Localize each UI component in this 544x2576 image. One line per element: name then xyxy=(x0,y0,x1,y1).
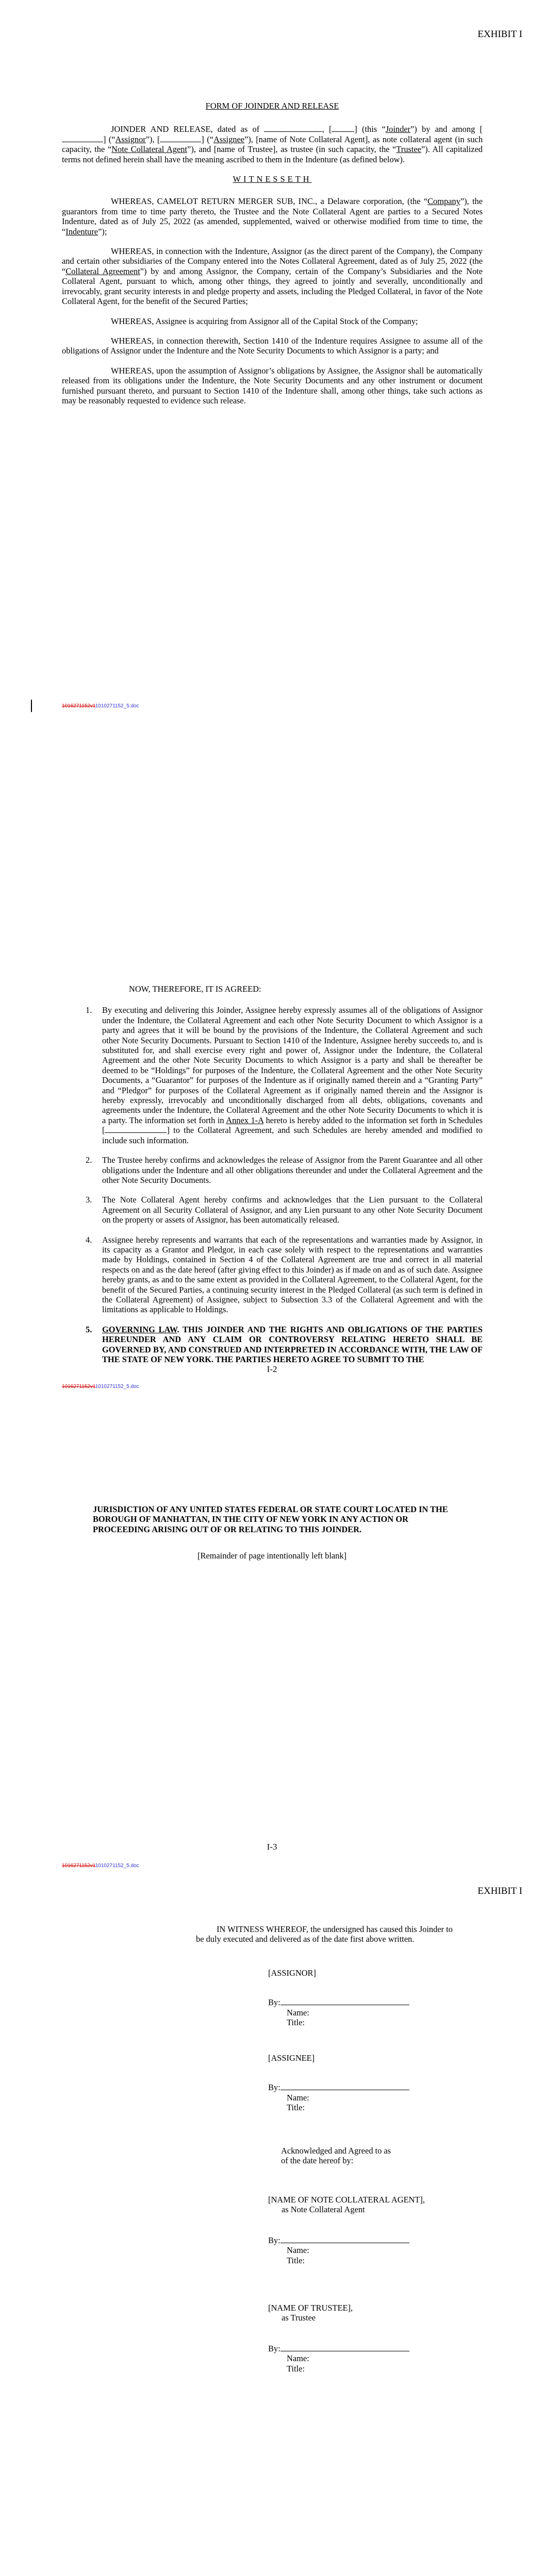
collateral-agent-title: Title: xyxy=(287,2255,305,2265)
document-reference: 1016271152v11010271152_5.doc xyxy=(62,1863,139,1869)
assignee-blank xyxy=(160,134,201,142)
jurisdiction-continuation: JURISDICTION OF ANY UNITED STATES FEDERAL OR STATE COURT LOCATED IN THE BOROUGH OF MANHATTAN, IN THE CITY OF NEW YORK IN ANY ACTION OR PROCEEDING ARISING OUT OF OR RELATING TO THIS JOINDER. xyxy=(93,1504,448,1534)
document-reference: 1016271152v11010271152_5.doc xyxy=(62,1384,139,1389)
collateral-agent-by-line: By: xyxy=(268,2235,425,2245)
item-5: 5. GOVERNING LAW. THIS JOINDER AND THE RIGHTS AND OBLIGATIONS OF THE PARTIES HEREUNDER AND ANY CLAIM OR CONTROVERSY RELATING HERETO SHALL BE GOVERNED BY, AND CONSTRUED AND INTERPRETED IN ACCORDANCE WITH, THE LAW OF THE STATE OF NEW YORK. THE PARTIES HERETO AGREE TO SUBMIT TO THE xyxy=(86,1324,483,1364)
item-4: 4. Assignee hereby represents and warrants that each of the representations and warranties made by Assignor, in its capacity as a Grantor and Pledgor, in each case solely with respect to the representations and warranties made by Holdings, contained in Section 4 of the Collateral Agreement are true and correct in all material respects on and as the date hereof (after giving effect to this Joinder) as if made on and as of such date. Assignee hereby grants, as and to the same extent as provided in the Collateral Agreement, to the Collateral Agent, for the benefit of the Secured Parties, a continuing security interest in the Pledged Collateral (as such term is defined in the Collateral Agreement) of Assignee, subject to Subsection 3.3 of the Collateral Agreement and with the limitations as applicable to Holdings. xyxy=(86,1234,483,1315)
page-2 xyxy=(0,938,544,1875)
assignor-label: [ASSIGNOR] xyxy=(268,1968,316,1978)
document-title: FORM OF JOINDER AND RELEASE xyxy=(205,101,339,111)
intro-paragraph: JOINDER AND RELEASE, dated as of , [ ] (this “Joinder”) by and among [] (“Assignor”), [ ] (“Assignee”), [name of Note Collateral Agent], as note collateral agent (in such capacity, the “Note Collateral Agent”), and [name of Trustee], as trustee (in such capacity, the “Trustee”). All capitalized terms not defined herein shall have the meaning ascribed to them in the Indenture (as defined below). xyxy=(62,124,483,164)
assignor-signature-block xyxy=(268,1968,409,2028)
collateral-agent-name: Name: xyxy=(287,2245,309,2256)
trustee-capacity: as Trustee xyxy=(282,2313,316,2323)
exhibit-label: EXHIBIT I xyxy=(477,1886,522,1896)
collateral-agent-signature-block xyxy=(268,2195,425,2265)
trustee-title: Title: xyxy=(287,2363,305,2374)
assignor-blank xyxy=(62,134,103,142)
assignee-title: Title: xyxy=(287,2103,305,2113)
agreement-items xyxy=(72,1005,483,1364)
revision-bar xyxy=(31,700,32,712)
page-2-body xyxy=(72,984,483,1374)
item-1: 1. By executing and delivering this Joinder, Assignee hereby expressly assumes all of the obligations of Assignor under the Indenture, the Collateral Agreement and each other Note Security Document to which Assignor is a party and agrees that it will be bound by the provisions of the Indenture, the Collateral Agreement and such other Note Security Documents. Pursuant to Section 1410 of the Indenture, Assignee hereby succeeds to, and is substituted for, and shall exercise every right and power of, Assignor under the Indenture, the Collateral Agreement and the other Note Security Documents to which Assignor is a party and shall be thereafter be deemed to be “Holdings” for purposes of the Indenture, the Collateral Agreement and the other Note Security Documents, a “Guarantor” for purposes of the Indenture as if originally named therein and a “Granting Party” and “Pledgor” for purposes of the Collateral Agreement as if originally named therein and the Assignor is hereby expressly, irrevocably and unconditionally discharged from all debts, obligations, covenants and agreements under the Indenture, the Collateral Agreement and the other Note Security Documents to which it is a party. The information set forth in Annex 1-A hereto is hereby added to the information set forth in Schedules [ ] to the Collateral Agreement, and such Schedules are hereby amended and modified to include such information. xyxy=(86,1005,483,1145)
whereas-3: WHEREAS, Assignee is acquiring from Assignor all of the Capital Stock of the Company; xyxy=(111,316,418,326)
acknowledgement xyxy=(281,2146,391,2166)
ack-line-2: of the date hereof by: xyxy=(281,2156,354,2166)
document-reference: 1016271152v11010271152_5.doc xyxy=(62,703,139,709)
item-3: 3. The Note Collateral Agent hereby confirms and acknowledges that the Lien pursuant to the Collateral Agreement on all Security Collateral of Assignor, and any Lien pursuant to any other Note Security Document on the property or assets of Assignor, has been automatically released. xyxy=(86,1195,483,1225)
trustee-name: Name: xyxy=(287,2353,309,2364)
now-therefore: NOW, THEREFORE, IT IS AGREED: xyxy=(129,984,261,994)
whereas-1: WHEREAS, CAMELOT RETURN MERGER SUB, INC., a Delaware corporation, (the “Company”), the guarantors from time to time party thereto, the Trustee and the Note Collateral Agent are parties to a Secured Notes Indenture, dated as of July 25, 2022 (as amended, supplemented, waived or otherwise modified from time to time, the “Indenture”); xyxy=(62,196,483,236)
page-number: I-2 xyxy=(267,1364,277,1374)
assignor-name: Name: xyxy=(287,2007,309,2018)
schedules-blank xyxy=(105,1125,167,1133)
trustee-label: [NAME OF TRUSTEE], xyxy=(268,2303,353,2313)
assignor-by-line: By: xyxy=(268,1997,409,2007)
ack-line-1: Acknowledged and Agreed to as xyxy=(281,2146,391,2156)
whereas-2: WHEREAS, in connection with the Indenture, Assignor (as the direct parent of the Company), the Company and certain other subsidiaries of the Company entered into the Notes Collateral Agreement, dated as of July 25, 2022 (the “Collateral Agreement”) by and among Assignor, the Company, certain of the Company’s Subsidiaries and the Note Collateral Agent, pursuant to which, among other things, they agreed to jointly and severally, unconditionally and irrevocably, grant security interests in and pledge property and assets, including the Pledged Collateral, in favor of the Note Collateral Agent, for the benefit of the Secured Parties; xyxy=(62,246,483,307)
remainder-notice: [Remainder of page intentionally left blank] xyxy=(197,1551,347,1561)
exhibit-label: EXHIBIT I xyxy=(477,29,522,40)
assignor-title: Title: xyxy=(287,2018,305,2028)
in-witness-paragraph: IN WITNESS WHEREOF, the undersigned has caused this Joinder to be duly executed and delivered as of the date first above written. xyxy=(196,1924,453,1944)
assignee-signature-block xyxy=(268,2053,409,2113)
page-1 xyxy=(0,0,544,938)
assignee-label: [ASSIGNEE] xyxy=(268,2053,315,2063)
assignee-by-line: By: xyxy=(268,2082,409,2092)
trustee-by-line: By: xyxy=(268,2344,409,2353)
trustee-signature-block xyxy=(268,2303,409,2374)
whereas-5: WHEREAS, upon the assumption of Assignor’s obligations by Assignee, the Assignor shall be automatically released from its obligations under the Indenture, the Note Security Documents and any other instrument or document furnished pursuant thereto, and pursuant to Section 1410 of the Indenture shall, among other things, take such actions as may be reasonably requested to evidence such release. xyxy=(62,365,483,405)
witnesseth-heading: WITNESSETH xyxy=(233,174,312,184)
item-2: 2. The Trustee hereby confirms and acknowledges the release of Assignor from the Parent Guarantee and all other obligations under the Indenture and all other obligations thereunder and under the Collateral Agreement and the other Note Security Documents. xyxy=(86,1155,483,1185)
collateral-agent-capacity: as Note Collateral Agent xyxy=(282,2205,365,2215)
year-blank xyxy=(332,124,354,132)
page-number: I-3 xyxy=(267,1842,277,1852)
page-1-body xyxy=(62,101,483,415)
date-blank xyxy=(264,124,322,132)
whereas-4: WHEREAS, in connection therewith, Section 1410 of the Indenture requires Assignee to assume all of the obligations of Assignor under the Indenture and the Note Security Documents to which Assignor is a party; and xyxy=(62,335,483,356)
assignee-name: Name: xyxy=(287,2092,309,2103)
collateral-agent-label: [NAME OF NOTE COLLATERAL AGENT], xyxy=(268,2195,425,2205)
